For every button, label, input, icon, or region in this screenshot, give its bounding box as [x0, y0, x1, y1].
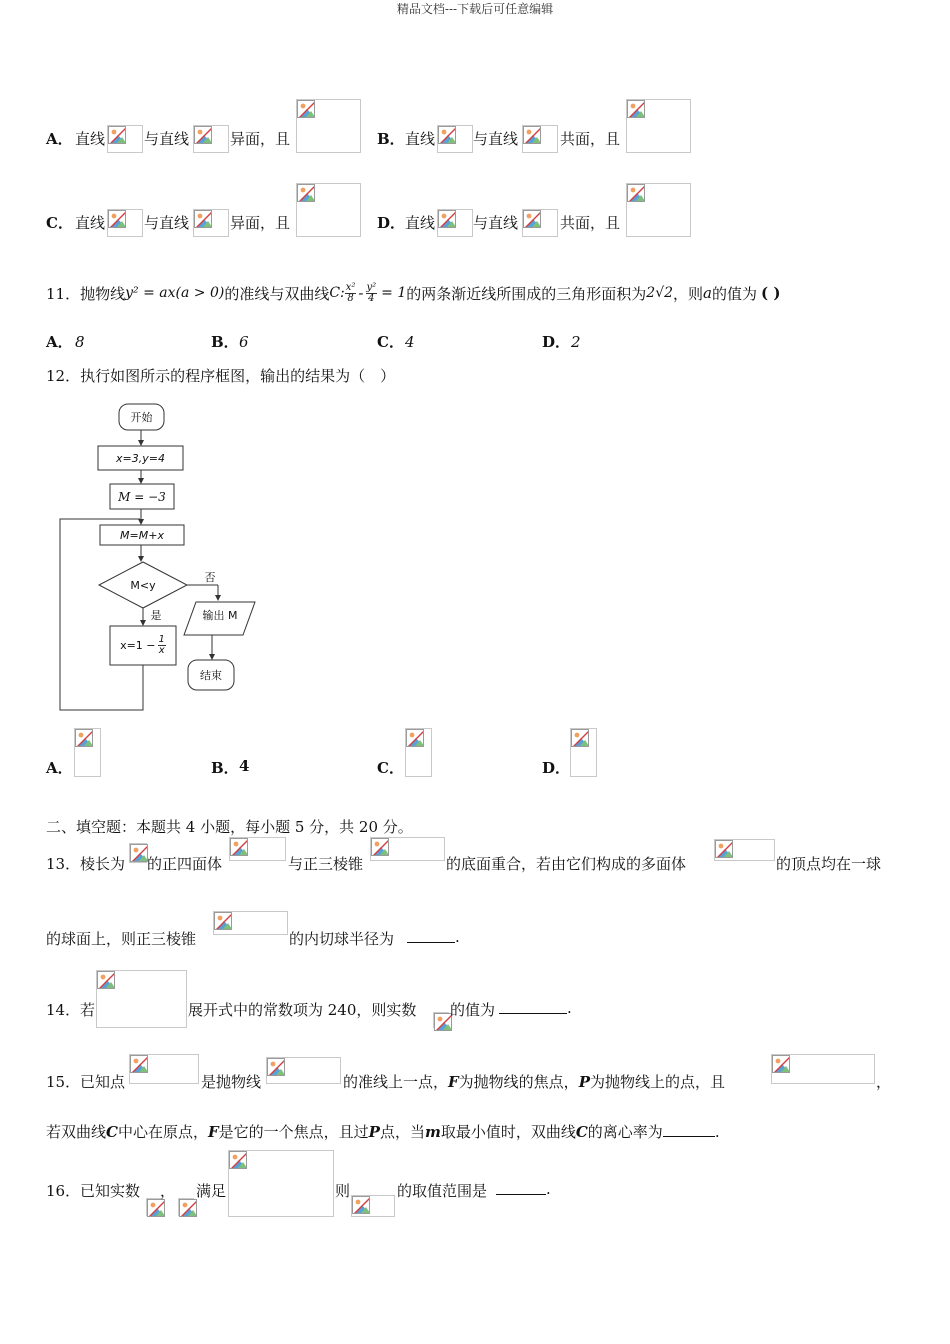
- broken-image-icon: [438, 210, 456, 228]
- q12-option-d-letter: D．: [542, 759, 571, 777]
- q15-var-c: C: [106, 1123, 118, 1141]
- q15-end: .: [714, 1123, 720, 1141]
- broken-image-icon: [230, 838, 248, 856]
- flow-init: x=3,y=4: [116, 451, 165, 465]
- broken-image-icon: [97, 971, 115, 989]
- flow-no-label: 否: [204, 571, 216, 584]
- q14-text: 的值为: [450, 1001, 496, 1019]
- q13-text: 的顶点均在一球: [776, 855, 882, 873]
- broken-image-icon: [438, 126, 456, 144]
- q15-var-f: F: [448, 1073, 459, 1091]
- broken-image-icon: [715, 840, 733, 858]
- page-header: 精品文档---下载后可任意编辑: [396, 2, 554, 16]
- flowchart: [0, 0, 300, 720]
- section-title: 二、填空题：本题共 4 小题，每小题 5 分，共 20 分。: [46, 818, 413, 836]
- q15-text: [343, 1071, 725, 1092]
- q11-option-c-value: 4: [405, 333, 415, 351]
- broken-image-icon: [130, 844, 148, 862]
- q12-option-a-letter: A．: [46, 759, 73, 777]
- q11-text: 的两条渐近线所围成的三角形面积为: [406, 284, 647, 303]
- formula-image: [213, 911, 288, 935]
- q11-option-a-letter: A．: [46, 333, 73, 351]
- broken-image-icon: [229, 1151, 247, 1169]
- broken-image-icon: [267, 1058, 285, 1076]
- q10-option-d-text3: 共面，且: [560, 214, 621, 232]
- broken-image-icon: [627, 184, 645, 202]
- q15-line2: [46, 1121, 720, 1142]
- formula-image: [266, 1057, 341, 1084]
- q13-text: 的正四面体: [147, 855, 223, 873]
- q12-option-b-letter: B．: [211, 759, 239, 777]
- q15-text: 中心在原点，: [117, 1123, 208, 1141]
- q10-option-a-text2: 与直线: [144, 130, 190, 148]
- q11-text: 的准线与双曲线: [224, 284, 330, 303]
- q15-text: 为抛物线的焦点，: [458, 1073, 579, 1091]
- broken-image-icon: [571, 729, 589, 747]
- q15-var-c: C: [575, 1123, 588, 1141]
- q11-equals-one: = 1: [381, 285, 407, 301]
- q13-number: 13．: [46, 855, 81, 873]
- flow-x-update-num: 1: [158, 634, 165, 645]
- flow-x-update-fraction: [158, 635, 166, 656]
- answer-blank[interactable]: [407, 929, 455, 943]
- q13-text: 棱长为: [80, 855, 126, 873]
- q13-end: .: [455, 928, 460, 946]
- flow-x-update-prefix: x=1 −: [120, 639, 156, 652]
- q11-fraction-y: [366, 283, 378, 304]
- q15-text: 点，当: [379, 1123, 425, 1141]
- q11-option-c-letter: C．: [377, 333, 404, 351]
- q10-option-a-text1: 直线: [75, 130, 106, 148]
- q15-number: 15．: [46, 1073, 81, 1091]
- formula-image: [570, 728, 597, 777]
- formula-image: [771, 1054, 875, 1084]
- formula-image: [626, 183, 691, 237]
- q10-option-b-text1: 直线: [405, 130, 436, 148]
- q10-option-b-text3: 共面，且: [560, 130, 621, 148]
- q13-text: 的球面上，则正三棱锥: [46, 930, 197, 948]
- q10-option-c-letter: C．: [46, 214, 73, 232]
- q11-fraction-y-num: y²: [366, 281, 377, 293]
- q12-option-c-letter: C．: [377, 759, 404, 777]
- q15-text: 取最小值时，双曲线: [440, 1123, 576, 1141]
- q11-text: ，则: [673, 284, 704, 303]
- broken-image-icon: [371, 838, 389, 856]
- flow-x-update: [110, 626, 176, 665]
- flow-x-update-den: x: [158, 645, 165, 656]
- q15-text: ，: [876, 1073, 892, 1091]
- formula-image: [370, 837, 445, 861]
- formula-image: [433, 1012, 449, 1028]
- q16-text: 已知实数: [80, 1182, 141, 1200]
- broken-image-icon: [130, 1055, 148, 1073]
- q14-text: 若: [80, 1001, 96, 1019]
- broken-image-icon: [523, 126, 541, 144]
- q15-text: 是它的一个焦点，且过: [218, 1123, 369, 1141]
- q15-var-p: P: [578, 1073, 590, 1091]
- q16-end: .: [546, 1180, 551, 1198]
- q10-option-d-text2: 与直线: [473, 214, 519, 232]
- formula-image: [228, 1150, 334, 1217]
- formula-image: [296, 183, 361, 237]
- answer-blank[interactable]: [499, 1000, 567, 1014]
- q16-text: 满足: [196, 1182, 227, 1200]
- q11-option-d-letter: D．: [542, 333, 571, 351]
- q14-number: 14．: [46, 1001, 81, 1019]
- q10-option-a-text3: 异面，且: [230, 130, 291, 148]
- q11-fraction-x: [345, 283, 357, 304]
- q11-number: 11．: [46, 284, 81, 303]
- q11-curve-label: C:: [329, 285, 345, 301]
- q10-option-d-text1: 直线: [405, 214, 436, 232]
- q15-text: 为抛物线上的点，且: [589, 1073, 725, 1091]
- q10-option-c-text2: 与直线: [144, 214, 190, 232]
- q15-text: 的准线上一点，: [343, 1073, 449, 1091]
- formula-image: [229, 837, 286, 861]
- formula-image: [626, 99, 691, 153]
- formula-image: [522, 209, 558, 237]
- formula-image: [522, 125, 558, 153]
- q10-option-b-text2: 与直线: [473, 130, 519, 148]
- q11-answer-paren: ( ): [761, 284, 781, 302]
- flow-m-init: M = −3: [118, 489, 166, 504]
- broken-image-icon: [75, 729, 93, 747]
- q15-text: 已知点: [80, 1073, 126, 1091]
- formula-image: [129, 1054, 199, 1084]
- broken-image-icon: [147, 1199, 165, 1217]
- q10-option-a-letter: A．: [46, 130, 73, 148]
- q13-text: 与正三棱锥: [288, 855, 364, 873]
- q14-text: 展开式中的常数项为 240，则实数: [188, 1001, 417, 1019]
- q11-area: 2√2: [646, 285, 674, 301]
- q15-var-f: F: [207, 1123, 219, 1141]
- q10-option-c-text1: 直线: [75, 214, 106, 232]
- q16-text: 则: [335, 1182, 351, 1200]
- q11-fraction-x-num: x²: [345, 281, 356, 293]
- q10-option-d-letter: D．: [377, 214, 406, 232]
- q11-fraction-x-den: 8: [347, 292, 354, 304]
- q16-text: 的取值范围是: [397, 1182, 488, 1200]
- q11-text: 的值为: [712, 284, 758, 303]
- q10-option-c-text3: 异面，且: [230, 214, 291, 232]
- q13-text: 的底面重合，若由它们构成的多面体: [446, 855, 687, 873]
- broken-image-icon: [523, 210, 541, 228]
- flow-yes-label: 是: [150, 609, 162, 622]
- q14-end: .: [567, 999, 572, 1017]
- answer-blank[interactable]: [663, 1123, 715, 1137]
- broken-image-icon: [627, 100, 645, 118]
- q15-text: 的离心率为: [587, 1123, 663, 1141]
- formula-image: [351, 1195, 395, 1217]
- q11-fraction-y-den: 4: [368, 292, 375, 304]
- q11-minus: -: [358, 284, 364, 302]
- formula-image: [129, 843, 147, 863]
- broken-image-icon: [772, 1055, 790, 1073]
- flow-decision: M<y: [130, 578, 156, 592]
- broken-image-icon: [179, 1199, 197, 1217]
- answer-blank[interactable]: [496, 1181, 546, 1195]
- formula-image: [714, 839, 775, 861]
- q16-comma: ，: [160, 1182, 176, 1200]
- broken-image-icon: [406, 729, 424, 747]
- q11-var-a: a: [703, 284, 712, 302]
- q15-var-p: P: [368, 1123, 380, 1141]
- q11-option-b-letter: B．: [211, 333, 239, 351]
- q11-text: 抛物线: [80, 284, 126, 303]
- formula-image: [74, 728, 101, 777]
- question-12: 12．执行如图所示的程序框图，输出的结果为（ ）: [46, 367, 396, 385]
- formula-image: [437, 209, 473, 237]
- formula-image: [178, 1198, 194, 1216]
- q11-parabola-equation: y² = ax(a > 0): [125, 285, 225, 301]
- q11-option-b-value: 6: [239, 333, 249, 351]
- formula-image: [96, 970, 187, 1028]
- q11-option-a-value: 8: [75, 333, 85, 351]
- q15-text: 若双曲线: [46, 1123, 107, 1141]
- q10-option-b-letter: B．: [377, 130, 405, 148]
- flow-end: 结束: [200, 669, 222, 682]
- flow-start: 开始: [130, 411, 153, 424]
- broken-image-icon: [352, 1196, 370, 1214]
- q12-option-b-value: 4: [239, 757, 250, 775]
- formula-image: [437, 125, 473, 153]
- q13-text: 的内切球半径为: [289, 930, 395, 948]
- flow-m-update: M=M+x: [120, 528, 164, 542]
- q15-var-m: m: [424, 1123, 441, 1141]
- q15-text: 是抛物线: [201, 1073, 262, 1091]
- flow-output: 输出 M: [202, 609, 238, 622]
- q16-number: 16．: [46, 1182, 81, 1200]
- formula-image: [296, 99, 361, 153]
- broken-image-icon: [214, 912, 232, 930]
- formula-image: [405, 728, 432, 777]
- q11-option-d-value: 2: [571, 333, 581, 351]
